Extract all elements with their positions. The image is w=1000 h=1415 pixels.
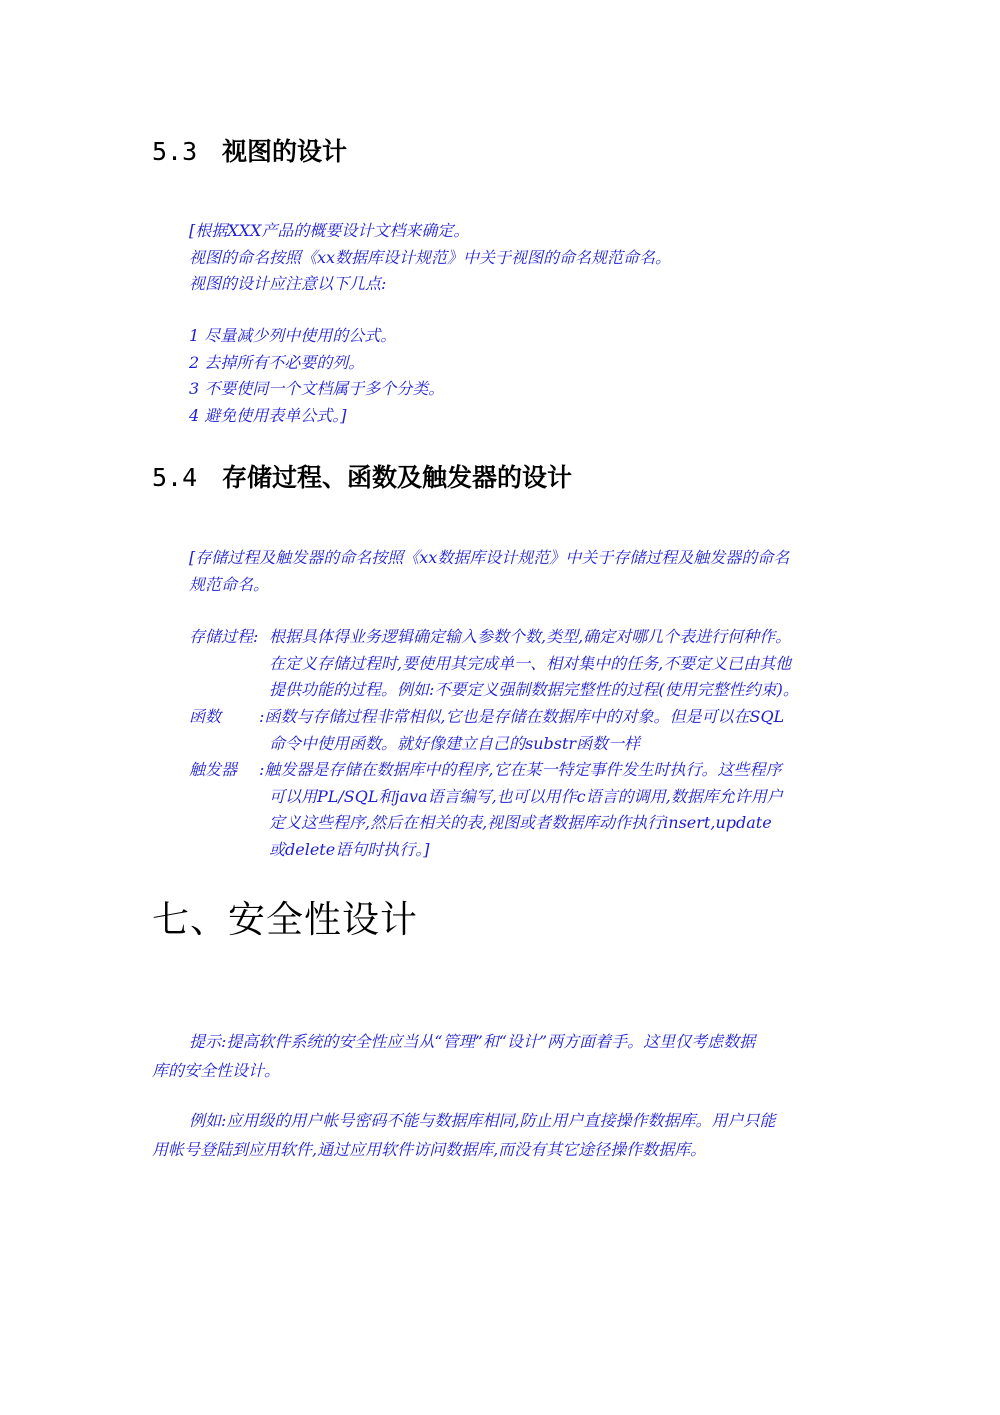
procedure-naming-note <box>189 545 789 598</box>
chapter-7-heading: 七、安全性设计 <box>152 898 418 941</box>
definition-term: 函数 <box>189 707 222 726</box>
definition-line: 在定义存储过程时,要使用其完成单一、相对集中的任务,不要定义已由其他 <box>269 653 792 673</box>
paragraph-line: 库的安全性设计。 <box>152 1061 281 1080</box>
section-5-4-heading <box>152 463 572 493</box>
section-title: 存储过程、函数及触发器的设计 <box>222 463 573 492</box>
paragraph-line: 提示:提高软件系统的安全性应当从“管理”和“设计”两方面着手。这里仅考虑数据 <box>189 1032 756 1051</box>
definition-line: 根据具体得业务逻辑确定输入参数个数,类型,确定对哪几个表进行何种作。 <box>269 627 792 646</box>
definition-term: 触发器 <box>189 760 238 779</box>
paragraph-line: 例如:应用级的用户帐号密码不能与数据库相同,防止用户直接操作数据库。用户只能 <box>189 1111 776 1130</box>
section-number: 5.3 <box>152 137 198 166</box>
definition-text <box>259 757 783 863</box>
note-line: [存储过程及触发器的命名按照《xx数据库设计规范》中关于存储过程及触发器的命名 <box>189 548 790 567</box>
definition-line: :触发器是存储在数据库中的程序,它在某一特定事件发生时执行。这些程序 <box>259 760 782 779</box>
list-item: 1 尽量减少列中使用的公式。 <box>189 326 397 345</box>
section-title: 视图的设计 <box>222 137 348 166</box>
definition-text <box>259 704 784 757</box>
security-hint-paragraph <box>152 1027 755 1085</box>
definition-line: 命令中使用函数。就好像建立自己的substr函数一样 <box>269 733 641 753</box>
note-line: 视图的设计应注意以下几点: <box>189 274 387 293</box>
view-design-note <box>189 218 671 298</box>
list-item: 3 不要使同一个文档属于多个分类。 <box>189 379 445 398</box>
definition-line: :函数与存储过程非常相似,它也是存储在数据库中的对象。但是可以在SQL <box>259 707 785 726</box>
note-line: 规范命名。 <box>189 574 270 594</box>
list-item: 2 去掉所有不必要的列。 <box>189 352 365 372</box>
section-5-3-heading <box>152 137 347 167</box>
note-line: [根据XXX产品的概要设计文档来确定。 <box>189 221 470 240</box>
security-example-paragraph <box>152 1106 775 1164</box>
definition-line: 提供功能的过程。例如:不要定义强制数据完整性的过程(使用完整性约束)。 <box>269 680 799 699</box>
definition-term: 存储过程: <box>189 627 259 646</box>
note-line: 视图的命名按照《xx数据库设计规范》中关于视图的命名规范命名。 <box>189 247 672 267</box>
definition-line: 或delete语句时执行。] <box>269 839 430 859</box>
list-item: 4 避免使用表单公式。] <box>189 405 347 425</box>
definition-text <box>269 624 799 704</box>
paragraph-line: 用帐号登陆到应用软件,通过应用软件访问数据库,而没有其它途径操作数据库。 <box>152 1140 707 1159</box>
view-design-list <box>189 323 444 429</box>
section-number: 5.4 <box>152 463 198 492</box>
definition-line: 定义这些程序,然后在相关的表,视图或者数据库动作执行insert,update <box>269 813 772 832</box>
definition-line: 可以用PL/SQL和java语言编写,也可以用作c语言的调用,数据库允许用户 <box>269 786 783 806</box>
